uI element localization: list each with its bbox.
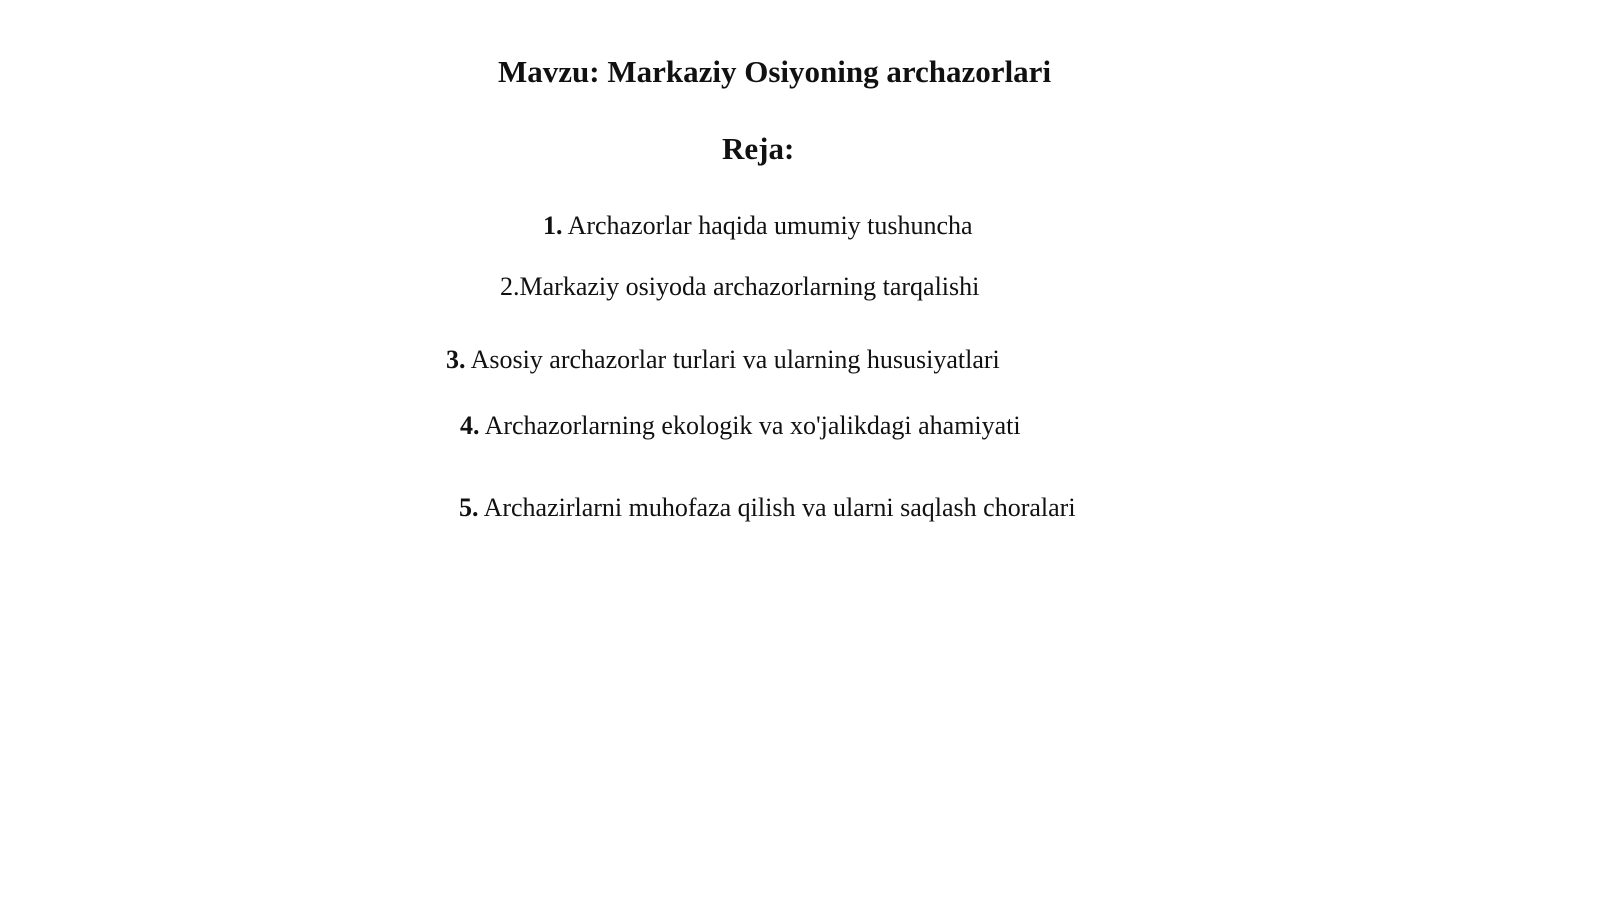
plan-item-4 bbox=[460, 413, 1021, 439]
plan-item-text: Archazorlarning ekologik va xo'jalikdagi ahamiyati bbox=[479, 411, 1021, 440]
plan-item-1 bbox=[543, 213, 973, 239]
plan-item-text: 2.Markaziy osiyoda archazorlarning tarqalishi bbox=[500, 272, 980, 301]
plan-heading: Reja: bbox=[722, 131, 795, 166]
plan-item-number: 4. bbox=[460, 411, 480, 440]
plan-item-3 bbox=[446, 347, 1000, 373]
plan-item-2 bbox=[500, 274, 979, 300]
plan-item-number: 1. bbox=[543, 211, 563, 240]
plan-item-text: Archazorlar haqida umumiy tushuncha bbox=[562, 211, 973, 240]
plan-item-number: 3. bbox=[446, 345, 466, 374]
plan-item-number: 5. bbox=[459, 493, 479, 522]
plan-item-text: Asosiy archazorlar turlari va ularning hususiyatlari bbox=[465, 345, 1000, 374]
plan-item-text: Archazirlarni muhofaza qilish va ularni saqlash choralari bbox=[478, 493, 1076, 522]
plan-item-5 bbox=[459, 495, 1076, 521]
page-title: Mavzu: Markaziy Osiyoning archazorlari bbox=[498, 54, 1052, 89]
